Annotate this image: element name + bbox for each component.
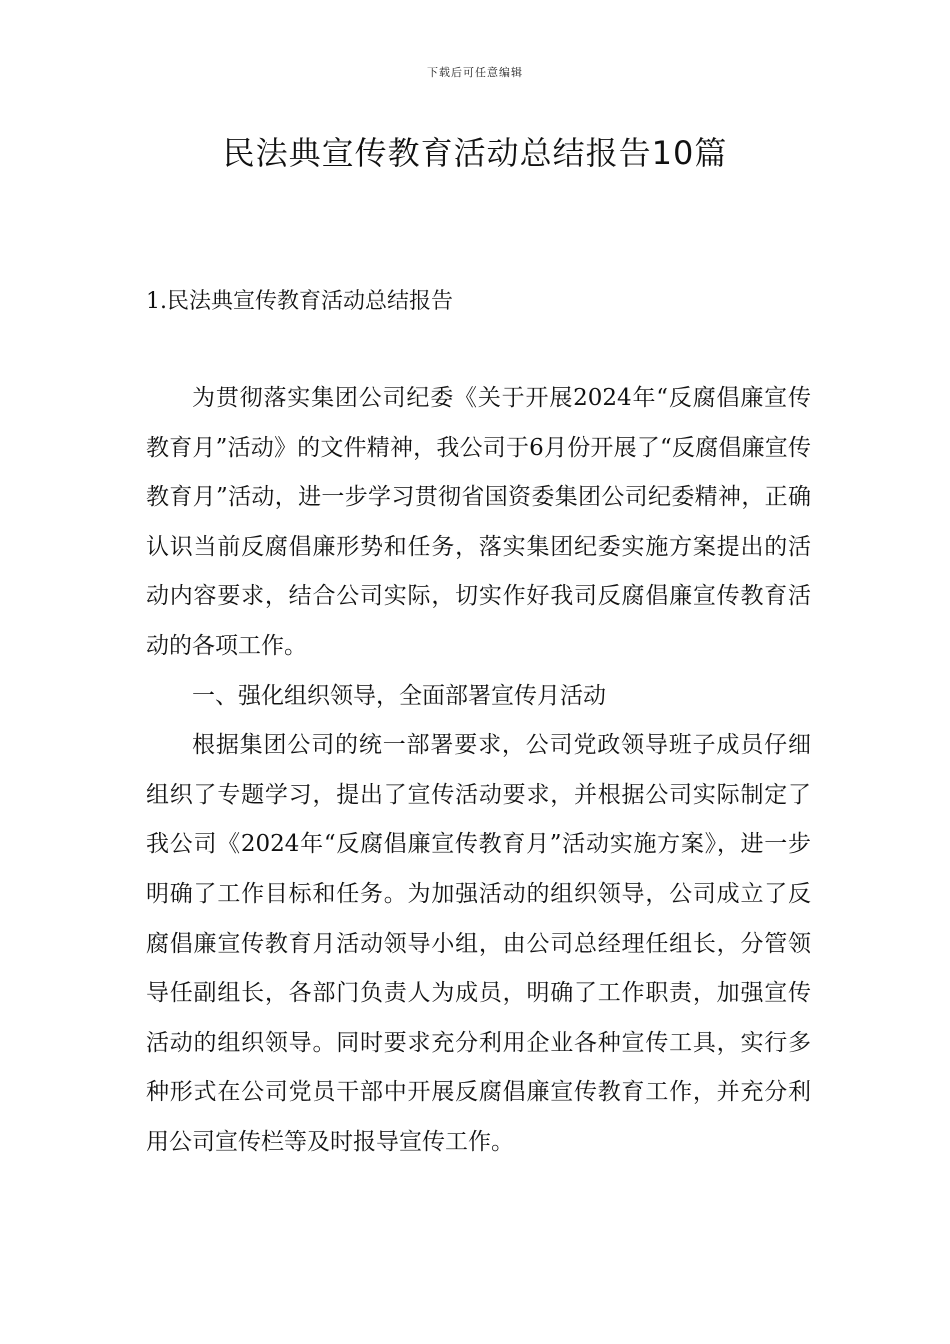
section-heading: 1.民法典宣传教育活动总结报告 — [146, 289, 453, 314]
document-body — [146, 374, 811, 1168]
paragraph-subheading: 一、强化组织领导，全面部署宣传月活动 — [192, 682, 606, 709]
document-title: 民法典宣传教育活动总结报告10篇 — [222, 134, 728, 172]
header-note: 下载后可任意编辑 — [427, 66, 523, 79]
paragraph-intro: 为贯彻落实集团公司纪委《关于开展2024年“反腐倡廉宣传教育月”活动》的文件精神，我公司于6月份开展了“反腐倡廉宣传教育月”活动，进一步学习贯彻省国资委集团公司纪委精神，正确认识当前反腐倡廉形势和任务，落实集团纪委实施方案提出的活动内容要求，结合公司实际，切实作好我司反腐倡廉宣传教育活动的各项工作。 — [146, 385, 811, 659]
paragraph-detail: 根据集团公司的统一部署要求，公司党政领导班子成员仔细组织了专题学习，提出了宣传活动要求，并根据公司实际制定了我公司《2024年“反腐倡廉宣传教育月”活动实施方案》，进一步明确了工作目标和任务。为加强活动的组织领导，公司成立了反腐倡廉宣传教育月活动领导小组，由公司总经理任组长，分管领导任副组长，各部门负责人为成员，明确了工作职责，加强宣传活动的组织领导。同时要求充分利用企业各种宣传工具，实行多种形式在公司党员干部中开展反腐倡廉宣传教育工作，并充分利用公司宣传栏等及时报导宣传工作。 — [146, 732, 811, 1155]
